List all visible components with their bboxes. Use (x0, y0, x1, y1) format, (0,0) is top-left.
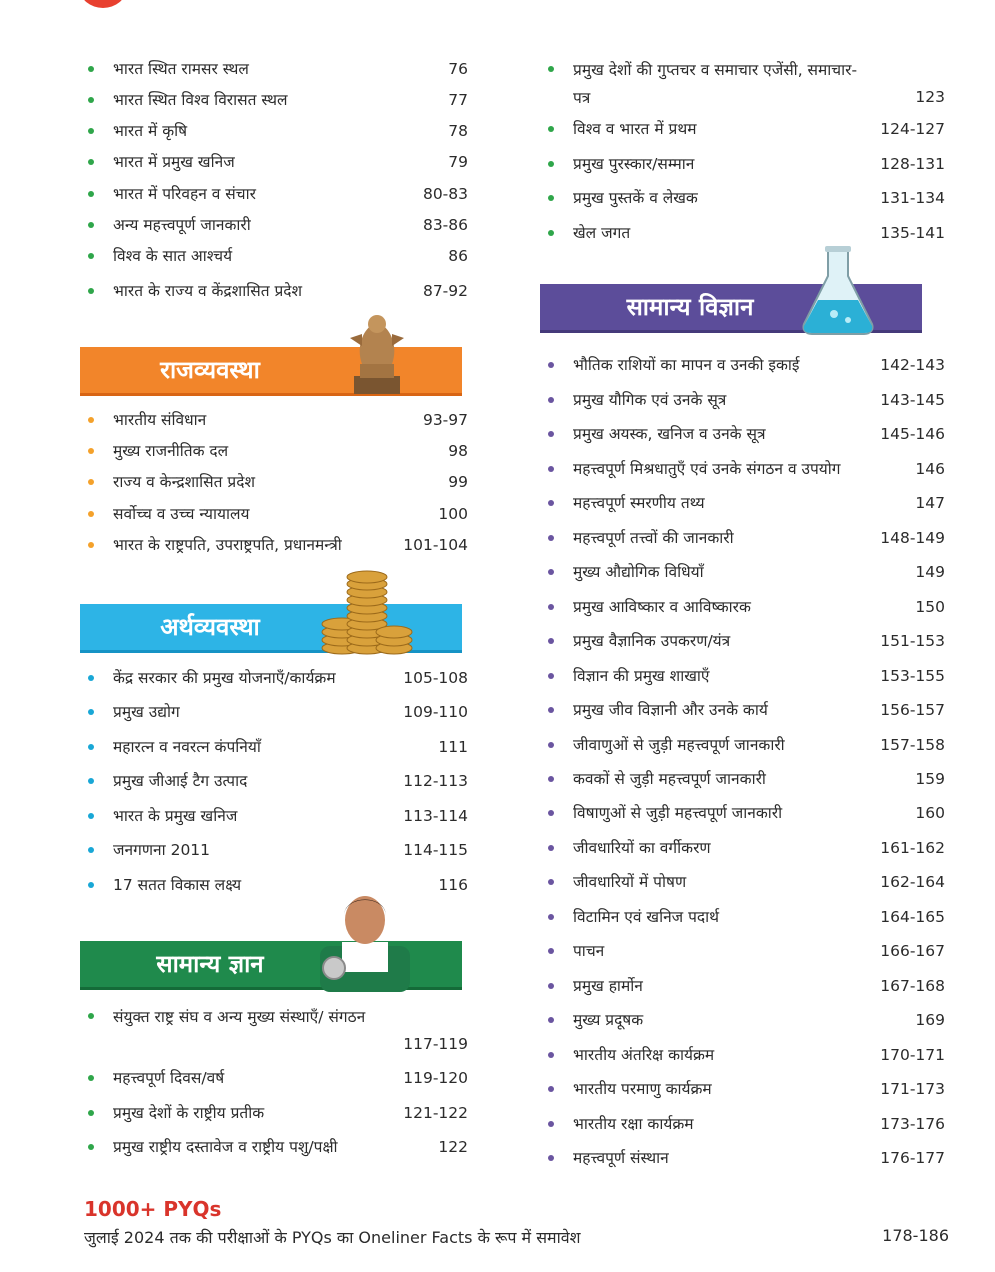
toc-entry-title: विज्ञान की प्रमुख शाखाएँ (573, 667, 710, 685)
bullet-icon (548, 742, 554, 748)
pyq-description: जुलाई 2024 तक की परीक्षाओं के PYQs का Oneliner Facts के रूप में समावेश (84, 1228, 581, 1247)
toc-entry-page: 112-113 (403, 772, 468, 790)
bullet-icon (88, 288, 94, 294)
toc-entry-page: 161-162 (880, 839, 945, 857)
toc-entry-title: केंद्र सरकार की प्रमुख योजनाएँ/कार्यक्रम (113, 669, 336, 687)
bullet-icon (548, 431, 554, 437)
bullet-icon (88, 744, 94, 750)
toc-entry-page: 128-131 (880, 155, 945, 173)
toc-entry-page: 98 (448, 442, 468, 460)
toc-entry-title: महत्त्वपूर्ण दिवस/वर्ष (113, 1069, 225, 1087)
bullet-icon (548, 1155, 554, 1161)
toc-entry-page: 169 (915, 1011, 945, 1029)
toc-entry-title: भारत में परिवहन व संचार (113, 185, 256, 203)
toc-entry-title: पाचन (573, 942, 605, 960)
toc-entry-page: 100 (438, 505, 468, 523)
toc-entry-page: 86 (448, 247, 468, 265)
bullet-icon (548, 397, 554, 403)
bullet-icon (548, 126, 554, 132)
bullet-icon (88, 417, 94, 423)
bullet-icon (548, 466, 554, 472)
toc-entry-page: 151-153 (880, 632, 945, 650)
toc-entry-title: प्रमुख अयस्क, खनिज व उनके सूत्र (573, 425, 766, 443)
toc-entry-title: मुख्य प्रदूषक (573, 1011, 644, 1029)
toc-entry-page: 93-97 (422, 411, 468, 429)
toc-entry-title: प्रमुख देशों की गुप्तचर व समाचार एजेंसी, समाचार-पत्र (573, 61, 858, 107)
economy-heading: अर्थव्यवस्था (160, 613, 260, 641)
bullet-icon (88, 709, 94, 715)
toc-entry-page: 135-141 (880, 224, 945, 242)
toc-entry-page: 170-171 (880, 1046, 945, 1064)
toc-entry-title: प्रमुख यौगिक एवं उनके सूत्र (573, 391, 727, 409)
toc-entry-title: महत्त्वपूर्ण तत्त्वों की जानकारी (573, 529, 734, 547)
toc-entry-title: भौतिक राशियों का मापन व उनकी इकाई (573, 356, 800, 374)
toc-entry-page: 77 (448, 91, 468, 109)
coins-icon (312, 570, 417, 656)
bullet-icon (88, 159, 94, 165)
bullet-icon (88, 511, 94, 517)
toc-entry-title: प्रमुख उद्योग (113, 703, 180, 721)
bullet-icon (548, 161, 554, 167)
toc-entry-page: 116 (438, 876, 468, 894)
toc-entry-title: मुख्य औद्योगिक विधियाँ (573, 563, 704, 581)
toc-entry-title: खेल जगत (573, 224, 631, 242)
toc-entry-title: जनगणना 2011 (113, 841, 211, 859)
toc-entry-title: प्रमुख जीव विज्ञानी और उनके कार्य (573, 701, 768, 719)
toc-entry-title: अन्य महत्त्वपूर्ण जानकारी (113, 216, 251, 234)
toc-entry-title: महारत्न व नवरत्न कंपनियाँ (113, 738, 261, 756)
gk-heading: सामान्य ज्ञान (156, 950, 264, 978)
toc-entry-page: 113-114 (403, 807, 468, 825)
toc-entry-title: महत्त्वपूर्ण मिश्रधातुएँ एवं उनके संगठन व उपयोग (573, 460, 841, 478)
bullet-icon (548, 845, 554, 851)
toc-entry-title: सर्वोच्च व उच्च न्यायालय (113, 505, 250, 523)
science-heading: सामान्य विज्ञान (626, 293, 754, 321)
toc-entry-page: 101-104 (403, 536, 468, 554)
toc-entry-page: 117-119 (403, 1035, 468, 1053)
toc-entry-title: प्रमुख देशों के राष्ट्रीय प्रतीक (113, 1104, 265, 1122)
toc-entry-title: प्रमुख पुरस्कार/सम्मान (573, 155, 695, 173)
toc-entry-page: 156-157 (880, 701, 945, 719)
toc-entry-title: जीवधारियों का वर्गीकरण (573, 839, 711, 857)
toc-entry-page: 87-92 (422, 282, 468, 300)
polity-heading: राजव्यवस्था (160, 356, 260, 384)
toc-entry-page: 99 (448, 473, 468, 491)
toc-entry-title: प्रमुख हार्मोन (573, 977, 643, 995)
toc-entry-page: 79 (448, 153, 468, 171)
bullet-icon (548, 983, 554, 989)
toc-entry-page: 160 (915, 804, 945, 822)
bullet-icon (548, 604, 554, 610)
toc-entry-title: भारत के राष्ट्रपति, उपराष्ट्रपति, प्रधानमन्त्री (113, 536, 342, 554)
flask-icon (798, 244, 878, 336)
toc-entry-title: भारतीय परमाणु कार्यक्रम (573, 1080, 712, 1098)
toc-entry-page: 131-134 (880, 189, 945, 207)
bullet-icon (88, 128, 94, 134)
bullet-icon (548, 569, 554, 575)
toc-entry-title: महत्त्वपूर्ण संस्थान (573, 1149, 669, 1167)
toc-entry-page: 124-127 (880, 120, 945, 138)
bullet-icon (88, 1144, 94, 1150)
toc-entry-title: 17 सतत विकास लक्ष्य (113, 876, 242, 894)
toc-entry-title: विश्व के सात आश्चर्य (113, 247, 233, 265)
toc-entry-page: 164-165 (880, 908, 945, 926)
toc-entry-page: 148-149 (880, 529, 945, 547)
bullet-icon (88, 1075, 94, 1081)
bullet-icon (548, 638, 554, 644)
toc-entry-title: महत्त्वपूर्ण स्मरणीय तथ्य (573, 494, 705, 512)
toc-entry-title: कवकों से जुड़ी महत्त्वपूर्ण जानकारी (573, 770, 766, 788)
pyq-heading: 1000+ PYQs (84, 1197, 222, 1221)
bullet-icon (548, 673, 554, 679)
toc-entry-page: 145-146 (880, 425, 945, 443)
bullet-icon (548, 66, 554, 72)
toc-entry-page: 119-120 (403, 1069, 468, 1087)
toc-entry-title: भारत में कृषि (113, 122, 188, 140)
toc-entry-page: 153-155 (880, 667, 945, 685)
toc-entry-title: जीवाणुओं से जुड़ी महत्त्वपूर्ण जानकारी (573, 736, 785, 754)
toc-entry-title: विषाणुओं से जुड़ी महत्त्वपूर्ण जानकारी (573, 804, 783, 822)
bullet-icon (88, 675, 94, 681)
bullet-icon (88, 448, 94, 454)
toc-entry-page: 76 (448, 60, 468, 78)
toc-entry-page: 162-164 (880, 873, 945, 891)
toc-entry-title: विश्व व भारत में प्रथम (573, 120, 697, 138)
pyq-page: 178-186 (882, 1226, 949, 1245)
toc-entry-page: 173-176 (880, 1115, 945, 1133)
toc-entry-title: विटामिन एवं खनिज पदार्थ (573, 908, 720, 926)
toc-entry-page: 114-115 (403, 841, 468, 859)
toc-entry-page: 149 (915, 563, 945, 581)
bullet-icon (548, 948, 554, 954)
toc-entry-page: 159 (915, 770, 945, 788)
toc-entry-page: 150 (915, 598, 945, 616)
bullet-icon (548, 776, 554, 782)
toc-entry-title: भारत में प्रमुख खनिज (113, 153, 235, 171)
bullet-icon (548, 810, 554, 816)
bullet-icon (88, 542, 94, 548)
bullet-icon (548, 914, 554, 920)
bullet-icon (88, 1110, 94, 1116)
toc-entry-page: 122 (438, 1138, 468, 1156)
bullet-icon (88, 778, 94, 784)
toc-entry-page: 80-83 (422, 185, 468, 203)
toc-entry-title: भारत स्थित रामसर स्थल (113, 60, 249, 78)
toc-entry-title: जीवधारियों में पोषण (573, 873, 687, 891)
toc-entry-page: 176-177 (880, 1149, 945, 1167)
bullet-icon (548, 1017, 554, 1023)
toc-entry-title: प्रमुख जीआई टैग उत्पाद (113, 772, 248, 790)
toc-entry-title: भारत के प्रमुख खनिज (113, 807, 238, 825)
bullet-icon (88, 479, 94, 485)
toc-entry-title: राज्य व केन्द्रशासित प्रदेश (113, 473, 256, 491)
bullet-icon (548, 879, 554, 885)
toc-entry-page: 109-110 (403, 703, 468, 721)
toc-entry-title: भारतीय संविधान (113, 411, 207, 429)
toc-entry-page: 123 (915, 88, 945, 106)
bullet-icon (548, 362, 554, 368)
toc-entry-page: 166-167 (880, 942, 945, 960)
toc-entry-title: प्रमुख पुस्तकें व लेखक (573, 189, 698, 207)
corner-decoration (80, 0, 126, 8)
toc-entry-title: संयुक्त राष्ट्र संघ व अन्य मुख्य संस्थाएँ/ संगठन (113, 1008, 366, 1026)
bullet-icon (88, 882, 94, 888)
toc-entry-page: 111 (438, 738, 468, 756)
bullet-icon (548, 1086, 554, 1092)
bullet-icon (548, 1052, 554, 1058)
bullet-icon (88, 191, 94, 197)
toc-entry-title: भारतीय अंतरिक्ष कार्यक्रम (573, 1046, 715, 1064)
toc-entry-title: भारत के राज्य व केंद्रशासित प्रदेश (113, 282, 303, 300)
toc-entry-title: मुख्य राजनीतिक दल (113, 442, 229, 460)
bullet-icon (548, 535, 554, 541)
toc-entry-page: 171-173 (880, 1080, 945, 1098)
bullet-icon (88, 1013, 94, 1019)
bullet-icon (88, 253, 94, 259)
toc-entry-page: 157-158 (880, 736, 945, 754)
bullet-icon (548, 500, 554, 506)
bullet-icon (548, 195, 554, 201)
bullet-icon (88, 813, 94, 819)
toc-entry-page: 143-145 (880, 391, 945, 409)
toc-entry-title: प्रमुख वैज्ञानिक उपकरण/यंत्र (573, 632, 731, 650)
toc-entry-page: 146 (915, 460, 945, 478)
toc-entry-page: 142-143 (880, 356, 945, 374)
toc-entry-title: भारत स्थित विश्व विरासत स्थल (113, 91, 288, 109)
toc-entry-title: प्रमुख राष्ट्रीय दस्तावेज व राष्ट्रीय पशु/पक्षी (113, 1138, 338, 1156)
toc-entry-page: 105-108 (403, 669, 468, 687)
bullet-icon (88, 66, 94, 72)
toc-entry-title: भारतीय रक्षा कार्यक्रम (573, 1115, 694, 1133)
bullet-icon (548, 707, 554, 713)
lion-capital-icon (342, 308, 412, 398)
bullet-icon (88, 847, 94, 853)
toc-entry-page: 167-168 (880, 977, 945, 995)
bullet-icon (88, 222, 94, 228)
toc-entry-page: 83-86 (422, 216, 468, 234)
toc-entry-page: 78 (448, 122, 468, 140)
toc-entry-page: 147 (915, 494, 945, 512)
bullet-icon (548, 230, 554, 236)
bullet-icon (548, 1121, 554, 1127)
bullet-icon (88, 97, 94, 103)
toc-entry-page: 121-122 (403, 1104, 468, 1122)
athlete-photo-icon (312, 886, 416, 992)
toc-entry-title: प्रमुख आविष्कार व आविष्कारक (573, 598, 751, 616)
